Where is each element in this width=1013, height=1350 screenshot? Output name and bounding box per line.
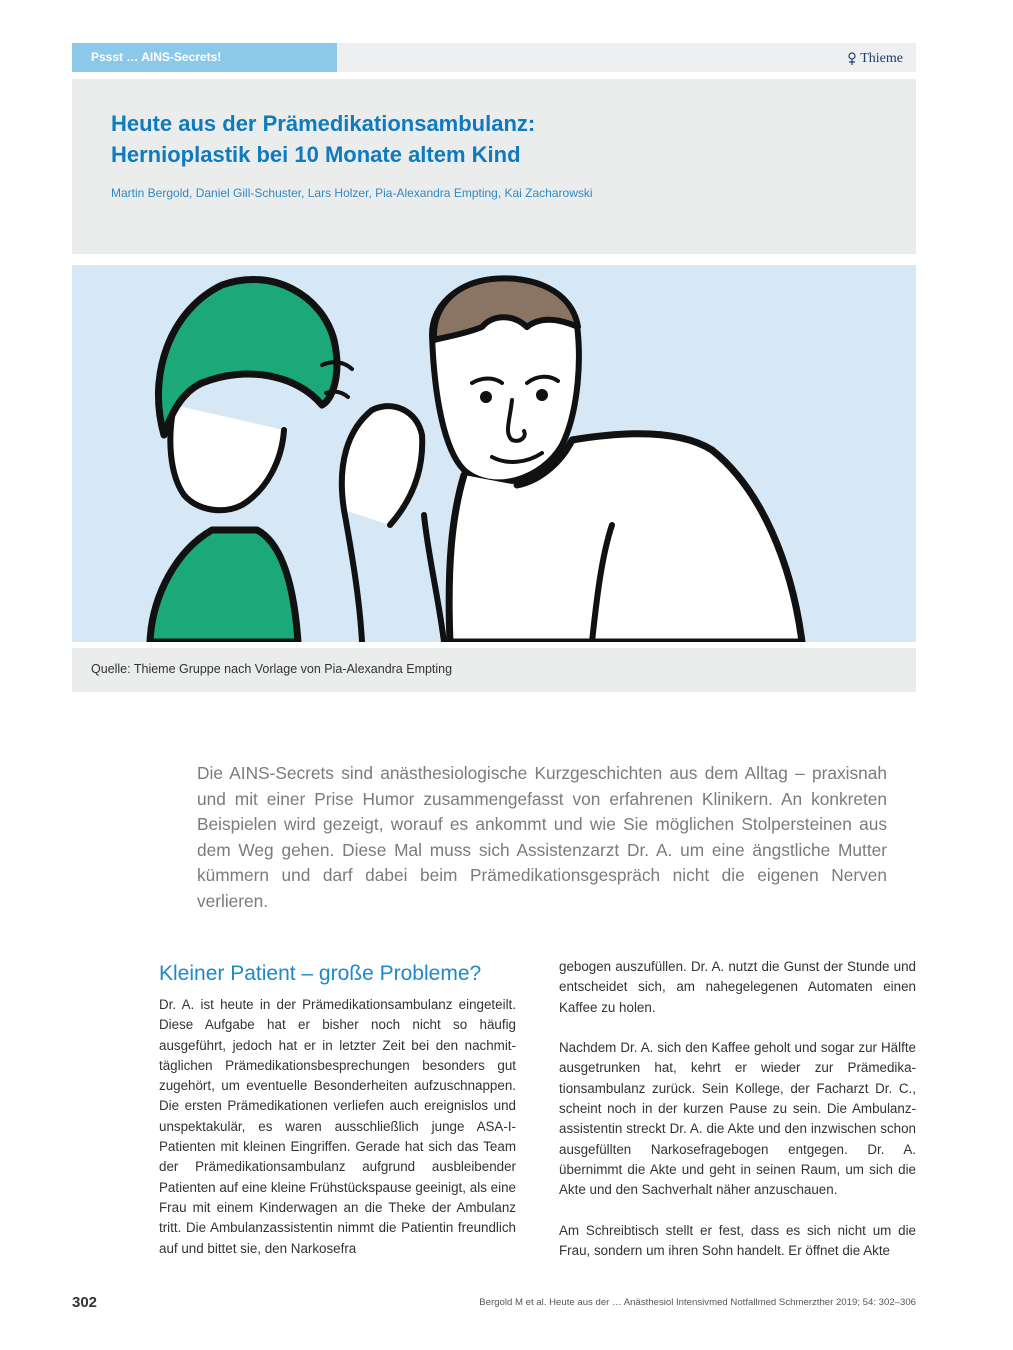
article-title (111, 108, 871, 170)
section-heading: Kleiner Patient – große Probleme? (159, 962, 482, 985)
article-title-line-2: Hernioplastik bei 10 Monate altem Kind (111, 142, 521, 167)
article-authors: Martin Bergold, Daniel Gill-Schuster, Lars Holzer, Pia-Alexandra Empting, Kai Zacharowski (111, 186, 593, 200)
page-number: 302 (72, 1294, 98, 1311)
publisher-name: Thieme (860, 51, 903, 66)
article-title-line-1: Heute aus der Prämedikationsambulanz: (111, 111, 536, 136)
figure-caption: Quelle: Thieme Gruppe nach Vorlage von Pia-Alexandra Empting (91, 662, 453, 676)
citation-footer: Bergold M et al. Heute aus der … Anästhesiol Intensivmed Notfallmed Schmerzther 2019; 54: 302–306 (479, 1297, 916, 1308)
whispering-nurse-and-doctor-illustration (72, 265, 916, 642)
publisher-logo[interactable] (846, 51, 903, 67)
body-column-left (159, 995, 516, 1279)
body-column-right (559, 957, 916, 1282)
article-illustration (72, 265, 916, 642)
thieme-logo-icon (846, 52, 858, 66)
body-paragraph: Dr. A. ist heute in der Prämedikationsambulanz eingeteilt. Diese Aufgabe hat er bisher noch nicht so häufig ausgeführt, jedoch hat er in letzter Zeit bei den nachmittäglichen Prämedikationsbesprechungen besonders gut zugehört, um eventuelle Besonderheiten aufzuschnappen. Die ersten Prämedikationen verliefen auch ereignislos und unspektakulär, es waren ausschließlich junge ASA-I-Patienten mit kleinen Eingriffen. Gerade hat sich das Team der Prämedikationsambulanz aufgrund ausbleibender Patienten auf eine kleine Frühstückspause geeinigt, als eine Frau mit einem Kinderwagen an die Theke der Ambulanz tritt. Die Ambulanzassistentin nimmt die Patientin freundlich auf und bittet sie, den Narkosefra (159, 997, 516, 1256)
body-paragraph: Am Schreibtisch stellt er fest, dass es sich nicht um die Frau, sondern um ihren Sohn handelt. Er öffnet die Akte (559, 1222, 916, 1259)
section-tag: Pssst … AINS-Secrets! (72, 43, 337, 72)
body-paragraph: Nachdem Dr. A. sich den Kaffee geholt und sogar zur Hälfte ausgetrunken hat, kehrt er wieder zur Prämedikationsambulanz zurück. Sein Kollege, der Facharzt Dr. C., scheint noch in der kurzen Pause zu sein. Die Ambulanzassistentin streckt Dr. A. die Akte und den inzwischen schon ausgefüllten Narkosefragebogen entgegen. Dr. A. übernimmt die Akte und geht in seinen Raum, um sich die Akte und den Sachverhalt näher anzuschauen. (559, 1040, 916, 1198)
body-paragraph: gebogen auszufüllen. Dr. A. nutzt die Gunst der Stunde und entscheidet sich, am nahegelegenen Automaten einen Kaffee zu holen. (559, 959, 916, 1015)
lead-paragraph: Die AINS-Secrets sind anästhesiologische Kurzgeschichten aus dem Alltag – praxisnah und mit einer Prise Humor zusammengefasst von erfahrenen Klinikern. An konkreten Beispielen wird gezeigt, worauf es ankommt und wie Sie möglichen Stolpersteinen aus dem Weg gehen. Diese Mal muss sich Assistenzarzt Dr. A. um eine ängstliche Mutter kümmern und darf dabei beim Prämedikationsgespräch nicht die eigenen Nerven verlieren. (197, 763, 887, 911)
